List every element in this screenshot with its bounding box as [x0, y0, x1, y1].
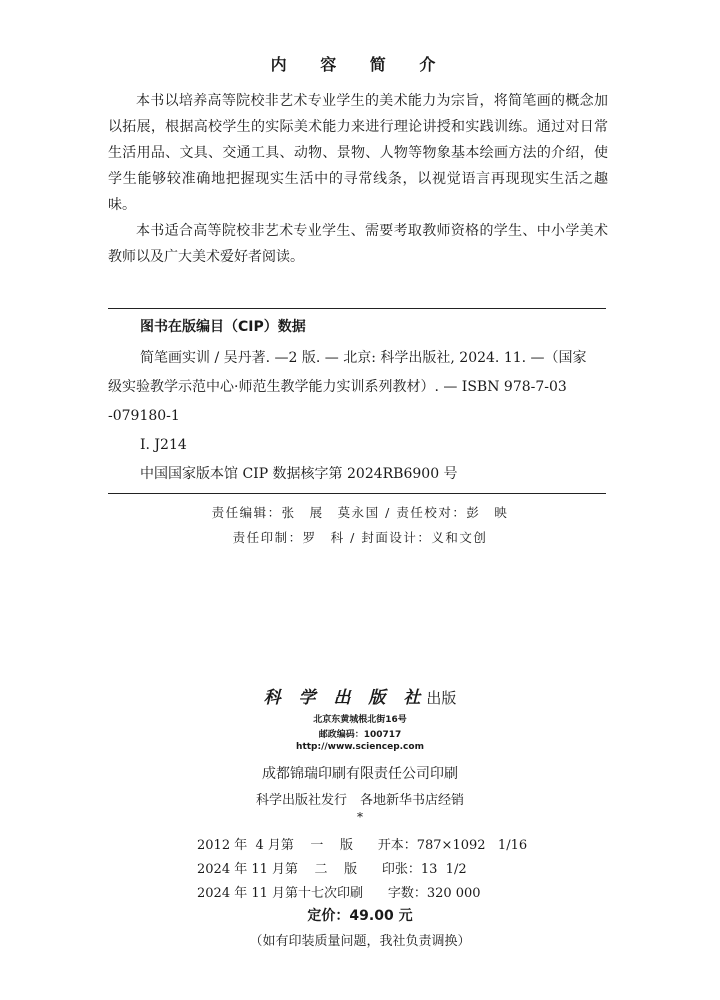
staff-line-1: 责任编辑：张 展 莫永国 / 责任校对：彭 映: [211, 505, 509, 520]
cip-bottom-rule: [108, 493, 606, 494]
publisher-suffix: 出版: [426, 689, 457, 707]
intro-text: [108, 88, 608, 270]
publisher-url: http://www.sciencep.com: [296, 742, 424, 752]
price: 定价：49.00 元: [307, 908, 413, 924]
cip-classification: Ⅰ. J214: [140, 437, 187, 453]
cip-line-1: 简笔画实训 / 吴丹著. —2 版. — 北京: 科学出版社, 2024. 11. —（国家: [140, 350, 587, 366]
cip-record-number: 中国国家版本馆 CIP 数据核字第 2024RB6900 号: [140, 466, 458, 482]
edition-row: 2024 年 11 月第 二 版 印张：13 1/2: [197, 862, 467, 877]
section-title: 内 容 简 介: [270, 55, 450, 74]
distribution: 科学出版社发行 各地新华书店经销: [255, 793, 464, 808]
cip-line-3: -079180-1: [108, 408, 180, 424]
cip-top-rule: [108, 308, 606, 309]
separator-star: *: [357, 810, 363, 824]
edition-table: [197, 834, 527, 906]
publisher-line: [0, 683, 720, 708]
cip-line-2: 级实验教学示范中心·师范生教学能力实训系列教材）. — ISBN 978-7-03: [108, 379, 567, 395]
intro-paragraph-2: 本书适合高等院校非艺术专业学生、需要考取教师资格的学生、中小学美术教师以及广大美术爱好者阅读。: [108, 223, 608, 265]
cip-heading: 图书在版编目（CIP）数据: [140, 319, 306, 335]
publisher-postcode: 邮政编码：100717: [318, 730, 402, 740]
printer: 成都锦瑞印刷有限责任公司印刷: [262, 766, 458, 782]
intro-paragraph-1: 本书以培养高等院校非艺术专业学生的美术能力为宗旨，将简笔画的概念加以拓展，根据高校学生的实际美术能力来进行理论讲授和实践训练。通过对日常生活用品、文具、交通工具、动物、景物、人物等物象基本绘画方法的介绍，使学生能够较准确地把握现实生活中的寻常线条，以视觉语言再现现实生活之趣味。: [108, 93, 608, 213]
quality-note: （如有印装质量问题，我社负责调换）: [249, 934, 471, 949]
edition-row: 2012 年 4 月第 一 版 开本：787×1092 1/16: [197, 838, 528, 853]
cip-record: [108, 344, 608, 489]
publisher-logo: 科 学 出 版 社: [263, 688, 427, 708]
staff-line-2: 责任印制：罗 科 / 封面设计：义和文创: [232, 530, 488, 545]
publisher-address: 北京东黄城根北街16号: [313, 715, 407, 725]
edition-row: 2024 年 11 月第十七次印刷 字数：320 000: [197, 886, 481, 901]
